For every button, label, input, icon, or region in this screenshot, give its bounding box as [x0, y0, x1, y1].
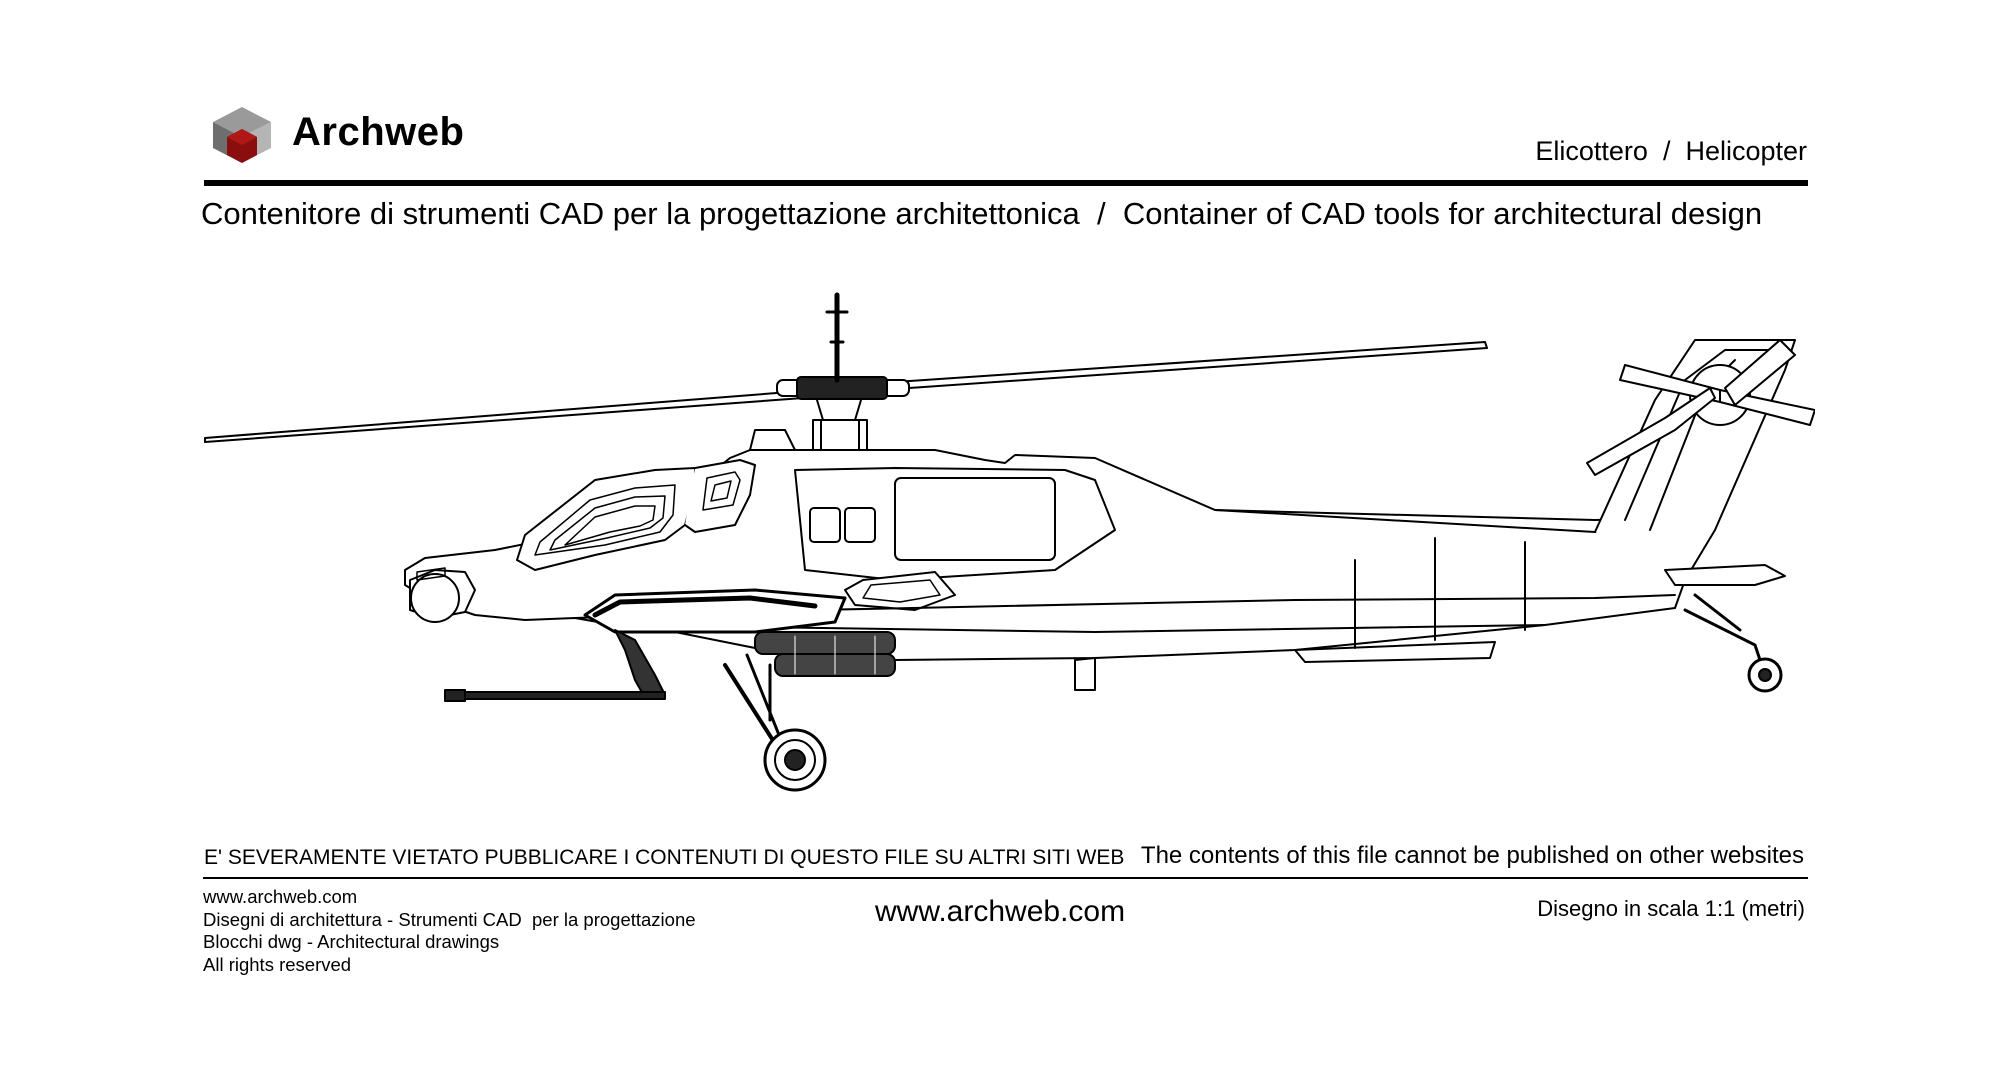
footer-line: Disegni di architettura - Strumenti CAD per la progettazione	[203, 908, 696, 930]
helicopter-drawing	[195, 280, 1815, 800]
brand-name: Archweb	[292, 110, 465, 154]
notice-english: The contents of this file cannot be published on other websites	[1140, 842, 1804, 869]
footer-info	[203, 886, 696, 976]
footer-line: All rights reserved	[203, 953, 352, 975]
notice-italian: E' SEVERAMENTE VIETATO PUBBLICARE I CONTENUTI DI QUESTO FILE SU ALTRI SITI WEB	[204, 846, 1125, 869]
footer-line: Blocchi dwg - Architectural drawings	[203, 931, 500, 952]
subtitle: Contenitore di strumenti CAD per la progettazione architettonica / Container of CAD tools for architectural design	[201, 196, 1763, 231]
scale-note: Disegno in scala 1:1 (metri)	[1537, 896, 1805, 921]
header-rule	[204, 180, 1808, 186]
archweb-cube-logo-icon	[207, 105, 277, 165]
footer-rule	[203, 877, 1808, 879]
drawing-title: Elicottero / Helicopter	[1535, 136, 1807, 166]
footer-url: www.archweb.com	[875, 895, 1126, 928]
footer-line: www.archweb.com	[203, 886, 358, 907]
